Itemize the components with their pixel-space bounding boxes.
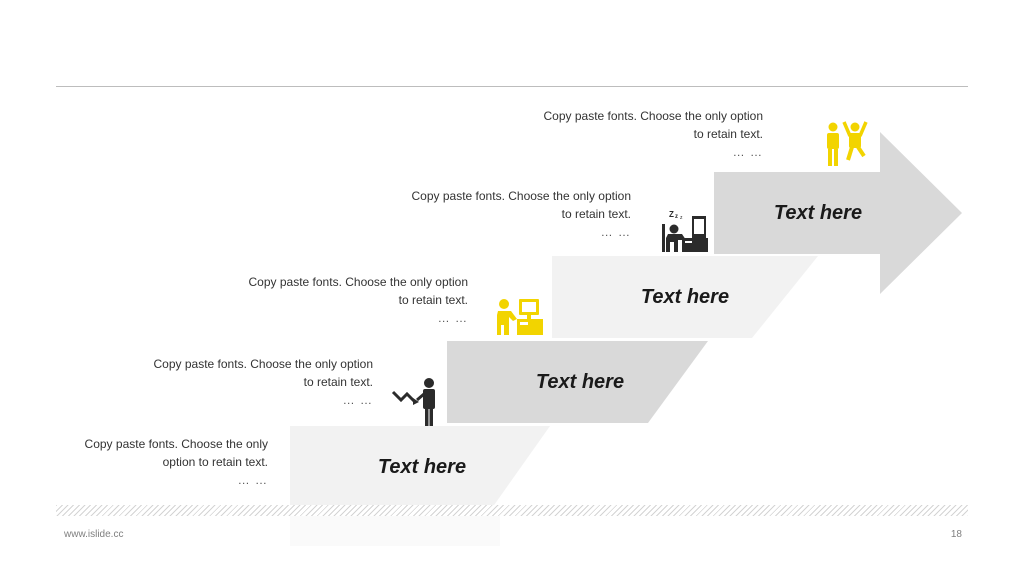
step-1-reflection	[290, 516, 500, 546]
step-5-description-line-2: to retain text.	[693, 127, 763, 141]
step-3-description-line-1: Copy paste fonts. Choose the only option	[248, 275, 468, 289]
sleeping-at-desk-icon	[660, 208, 710, 254]
step-2-description	[73, 355, 373, 409]
celebrating-people-icon	[822, 118, 872, 168]
step-4-description-line-2: to retain text.	[561, 207, 631, 221]
presenter-chart-icon	[391, 376, 441, 428]
step-1-description-line-1: Copy paste fonts. Choose the only	[84, 437, 268, 451]
step-1-description-line-2: option to retain text.	[162, 455, 268, 469]
step-2-ellipsis: … …	[342, 393, 373, 407]
svg-text:Z: Z	[669, 210, 674, 219]
step-3-description	[168, 273, 468, 327]
step-5-description-line-1: Copy paste fonts. Choose the only option	[543, 109, 763, 123]
svg-text:z: z	[680, 215, 683, 221]
hatched-floor	[56, 505, 968, 516]
worker-computer-icon	[495, 297, 545, 337]
svg-text:z: z	[675, 214, 678, 220]
step-5-description	[463, 107, 763, 161]
step-3-label: Text here	[640, 286, 730, 308]
step-2-description-line-1: Copy paste fonts. Choose the only option	[153, 357, 373, 371]
step-1-label: Text here	[377, 456, 467, 478]
step-2-label: Text here	[535, 371, 625, 393]
step-4-label: Text here	[773, 202, 863, 224]
step-5-ellipsis: … …	[732, 145, 763, 159]
step-1-ellipsis: … …	[237, 473, 268, 487]
step-4-description	[331, 187, 631, 241]
page-number: 18	[950, 529, 962, 540]
step-2-description-line-2: to retain text.	[303, 375, 373, 389]
step-1-description	[0, 435, 268, 489]
step-3-ellipsis: … …	[437, 311, 468, 325]
step-3-description-line-2: to retain text.	[398, 293, 468, 307]
step-4-description-line-1: Copy paste fonts. Choose the only option	[411, 189, 631, 203]
step-4-ellipsis: … …	[600, 225, 631, 239]
footer-website: www.islide.cc	[64, 529, 124, 540]
